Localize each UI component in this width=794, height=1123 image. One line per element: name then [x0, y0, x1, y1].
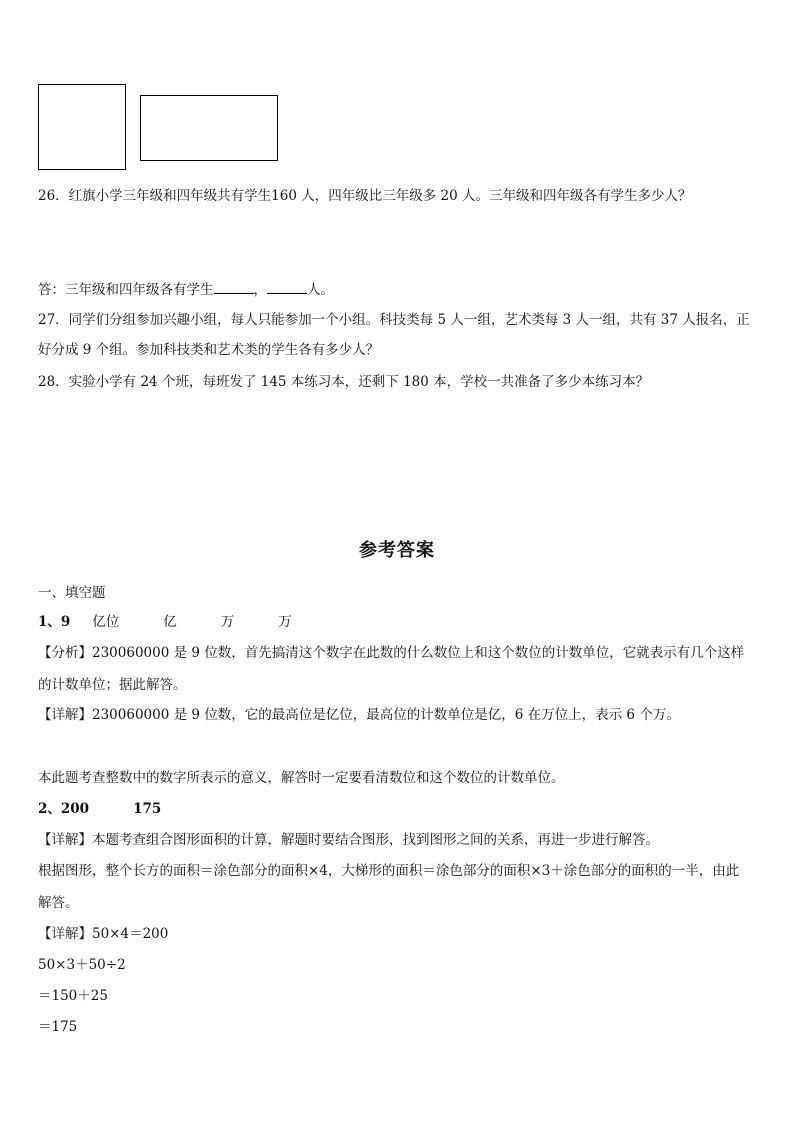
answer-1-analysis: [38, 644, 744, 662]
answer-suffix: 人。: [307, 282, 334, 298]
answer-blank-2[interactable]: [267, 281, 307, 294]
detail-text: 本题考查组合图形面积的计算，解题时要结合图形，找到图形之间的关系，再进一步进行解答。: [92, 832, 659, 848]
calc-label: 【详解】: [38, 926, 92, 942]
answer-1-analysis-cont: 的计数单位；据此解答。: [38, 677, 187, 693]
answer-1-line: [38, 613, 292, 631]
answer-prefix: 答：三年级和四年级各有学生: [38, 282, 214, 298]
calc-step: ＝150＋25: [38, 988, 108, 1004]
answer-2-second: 175: [133, 801, 162, 817]
square-figure: [38, 84, 126, 170]
detail-label: 【详解】: [38, 832, 92, 848]
calc-step: 50×3＋50÷2: [38, 957, 126, 973]
answer-2-basis: 根据图形，整个长方的面积＝涂色部分的面积×4，大梯形的面积＝涂色部分的面积×3＋涂色部分的面积的一半，由此: [38, 863, 740, 879]
detail-text: 230060000 是 9 位数，它的最高位是亿位，最高位的计数单位是亿，6 在万位上，表示 6 个万。: [92, 707, 680, 723]
question-26: 26．红旗小学三年级和四年级共有学生160 人，四年级比三年级多 20 人。三年级和四年级各有学生多少人？: [38, 188, 692, 204]
question-27-line-2: 好分成 9 个组。参加科技类和艺术类的学生各有多少人？: [38, 342, 380, 358]
answer-separator: ，: [253, 282, 267, 298]
answer-line-26: [38, 281, 334, 299]
section-heading: 一、填空题: [38, 585, 106, 601]
analysis-text: 230060000 是 9 位数，首先搞清这个数字在此数的什么数位上和这个数位的计数单位，它就表示有几个这样: [92, 645, 745, 661]
rectangle-figure: [140, 95, 278, 161]
answer-1-item: 亿: [163, 614, 177, 630]
analysis-label: 【分析】: [38, 645, 92, 661]
answer-1-item: 万: [278, 614, 292, 630]
answer-1-number: 1、9: [38, 614, 71, 630]
calc-step: ＝175: [38, 1019, 78, 1035]
answer-2-line: [38, 800, 161, 818]
answers-title: 参考答案: [359, 540, 435, 561]
answer-2-detail: [38, 831, 659, 849]
answer-2-number: 2、200: [38, 801, 90, 817]
answer-2-calc: [38, 925, 168, 943]
answer-1-note: 本此题考查整数中的数字所表示的意义，解答时一定要看清数位和这个数位的计数单位。: [38, 770, 565, 786]
answer-1-detail: [38, 706, 680, 724]
answer-1-item: 万: [220, 614, 235, 630]
answer-blank-1[interactable]: [214, 281, 254, 294]
calc-step: 50×4＝200: [92, 926, 169, 942]
detail-label: 【详解】: [38, 707, 92, 723]
question-27-line-1: 27．同学们分组参加兴趣小组，每人只能参加一个小组。科技类每 5 人一组，艺术类每 3 人一组，共有 37 人报名，正: [38, 312, 750, 328]
question-28: 28．实验小学有 24 个班，每班发了 145 本练习本，还剩下 180 本，学校一共准备了多少本练习本？: [38, 374, 650, 390]
answer-2-basis-cont: 解答。: [38, 895, 79, 911]
answer-1-item: 亿位: [92, 614, 120, 630]
